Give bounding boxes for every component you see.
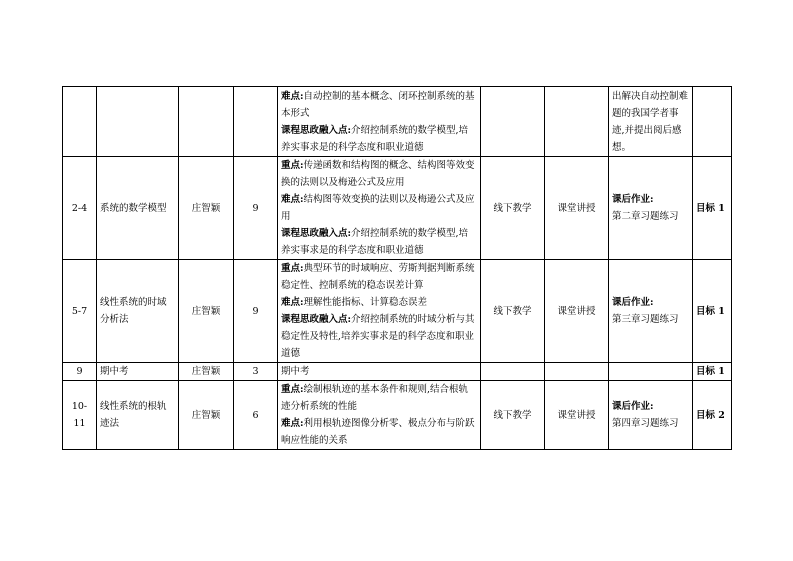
homework-text: 第四章习题练习 xyxy=(612,418,679,429)
content-label: 课程思政融入点: xyxy=(281,124,352,136)
table-row xyxy=(63,363,732,381)
week-cell xyxy=(63,87,97,157)
content-text: 结构图等效变换的法则以及梅逊公式及应用 xyxy=(281,194,475,222)
content-label: 课程思政融入点: xyxy=(281,228,352,239)
content-label: 课程思政融入点: xyxy=(281,314,352,325)
hours-cell: 9 xyxy=(234,157,278,260)
table-row xyxy=(63,87,732,157)
content-label: 重点: xyxy=(281,160,304,171)
content-text: 传递函数和结构图的概念、结构图等效变换的法则以及梅逊公式及应用 xyxy=(281,160,475,188)
content-label: 重点: xyxy=(281,384,304,395)
week-cell: 10-11 xyxy=(63,381,97,450)
content-text: 理解性能指标、计算稳态误差 xyxy=(303,297,428,308)
content-cell xyxy=(278,157,481,260)
content-line xyxy=(281,311,477,362)
teacher-cell: 庄智颖 xyxy=(179,260,234,363)
method-cell: 课堂讲授 xyxy=(545,260,609,363)
mode-cell: 线下教学 xyxy=(481,381,545,450)
hours-cell: 6 xyxy=(234,381,278,450)
teacher-cell: 庄智颖 xyxy=(179,363,234,381)
target-cell: 目标 2 xyxy=(693,381,732,450)
hours-cell xyxy=(234,87,278,157)
content-text: 利用根轨迹图像分析零、极点分布与阶跃响应性能的关系 xyxy=(281,418,475,446)
content-line xyxy=(281,415,477,449)
homework-label: 课后作业: xyxy=(612,297,654,308)
content-line xyxy=(281,88,477,122)
content-text: 绘制根轨迹的基本条件和规则,结合根轨迹分析系统的性能 xyxy=(281,384,469,412)
mode-cell xyxy=(481,363,545,381)
mode-cell xyxy=(481,87,545,157)
hours-cell: 9 xyxy=(234,260,278,363)
homework-label: 课后作业: xyxy=(612,194,654,205)
week-cell: 9 xyxy=(63,363,97,381)
teacher-cell: 庄智颖 xyxy=(179,381,234,450)
content-text: 介绍控制系统的时域分析与其稳定性及特性,培养实事求是的科学态度和职业道德 xyxy=(281,314,475,359)
content-line xyxy=(281,260,477,294)
content-line xyxy=(281,381,477,415)
content-text: 介绍控制系统的数学模型,培养实事求是的科学态度和职业道德 xyxy=(281,228,469,256)
content-cell xyxy=(278,260,481,363)
target-cell xyxy=(693,87,732,157)
content-text: 介绍控制系统的数学模型,培养实事求是的科学态度和职业道德 xyxy=(281,124,469,153)
method-cell xyxy=(545,363,609,381)
week-cell: 5-7 xyxy=(63,260,97,363)
course-schedule-table xyxy=(62,86,732,450)
homework-text: 第三章习题练习 xyxy=(612,314,679,325)
topic-cell: 系统的数学模型 xyxy=(97,157,179,260)
homework-label: 课后作业: xyxy=(612,401,654,412)
target-cell: 目标 1 xyxy=(693,363,732,381)
content-text: 期中考 xyxy=(281,366,310,377)
method-cell: 课堂讲授 xyxy=(545,157,609,260)
content-text: 自动控制的基本概念、闭环控制系统的基本形式 xyxy=(281,90,475,119)
topic-cell: 线性系统的根轨迹法 xyxy=(97,381,179,450)
homework-cell xyxy=(609,381,693,450)
teacher-cell xyxy=(179,87,234,157)
topic-cell: 线性系统的时域分析法 xyxy=(97,260,179,363)
content-cell xyxy=(278,381,481,450)
week-cell: 2-4 xyxy=(63,157,97,260)
method-cell: 课堂讲授 xyxy=(545,381,609,450)
homework-cell xyxy=(609,87,693,157)
content-line xyxy=(281,157,477,191)
content-cell xyxy=(278,87,481,157)
content-line xyxy=(281,122,477,156)
content-line xyxy=(281,191,477,225)
target-cell: 目标 1 xyxy=(693,260,732,363)
content-cell xyxy=(278,363,481,381)
content-line xyxy=(281,225,477,259)
content-text: 典型环节的时域响应、劳斯判据判断系统稳定性、控制系统的稳态误差计算 xyxy=(281,263,475,291)
content-label: 难点: xyxy=(281,418,304,429)
homework-cell xyxy=(609,363,693,381)
topic-cell: 期中考 xyxy=(97,363,179,381)
homework-text: 第二章习题练习 xyxy=(612,211,679,222)
hours-cell: 3 xyxy=(234,363,278,381)
table-row xyxy=(63,157,732,260)
table-row xyxy=(63,260,732,363)
target-cell: 目标 1 xyxy=(693,157,732,260)
homework-cell xyxy=(609,260,693,363)
content-label: 难点: xyxy=(281,90,304,102)
content-line xyxy=(281,294,477,311)
table-row xyxy=(63,381,732,450)
mode-cell: 线下教学 xyxy=(481,157,545,260)
mode-cell: 线下教学 xyxy=(481,260,545,363)
topic-cell xyxy=(97,87,179,157)
homework-text: 出解决自动控制难题的我国学者事迹,并提出阅后感想。 xyxy=(612,91,689,153)
content-label: 重点: xyxy=(281,263,304,274)
content-label: 难点: xyxy=(281,297,304,308)
content-label: 难点: xyxy=(281,194,304,205)
homework-cell xyxy=(609,157,693,260)
method-cell xyxy=(545,87,609,157)
teacher-cell: 庄智颖 xyxy=(179,157,234,260)
